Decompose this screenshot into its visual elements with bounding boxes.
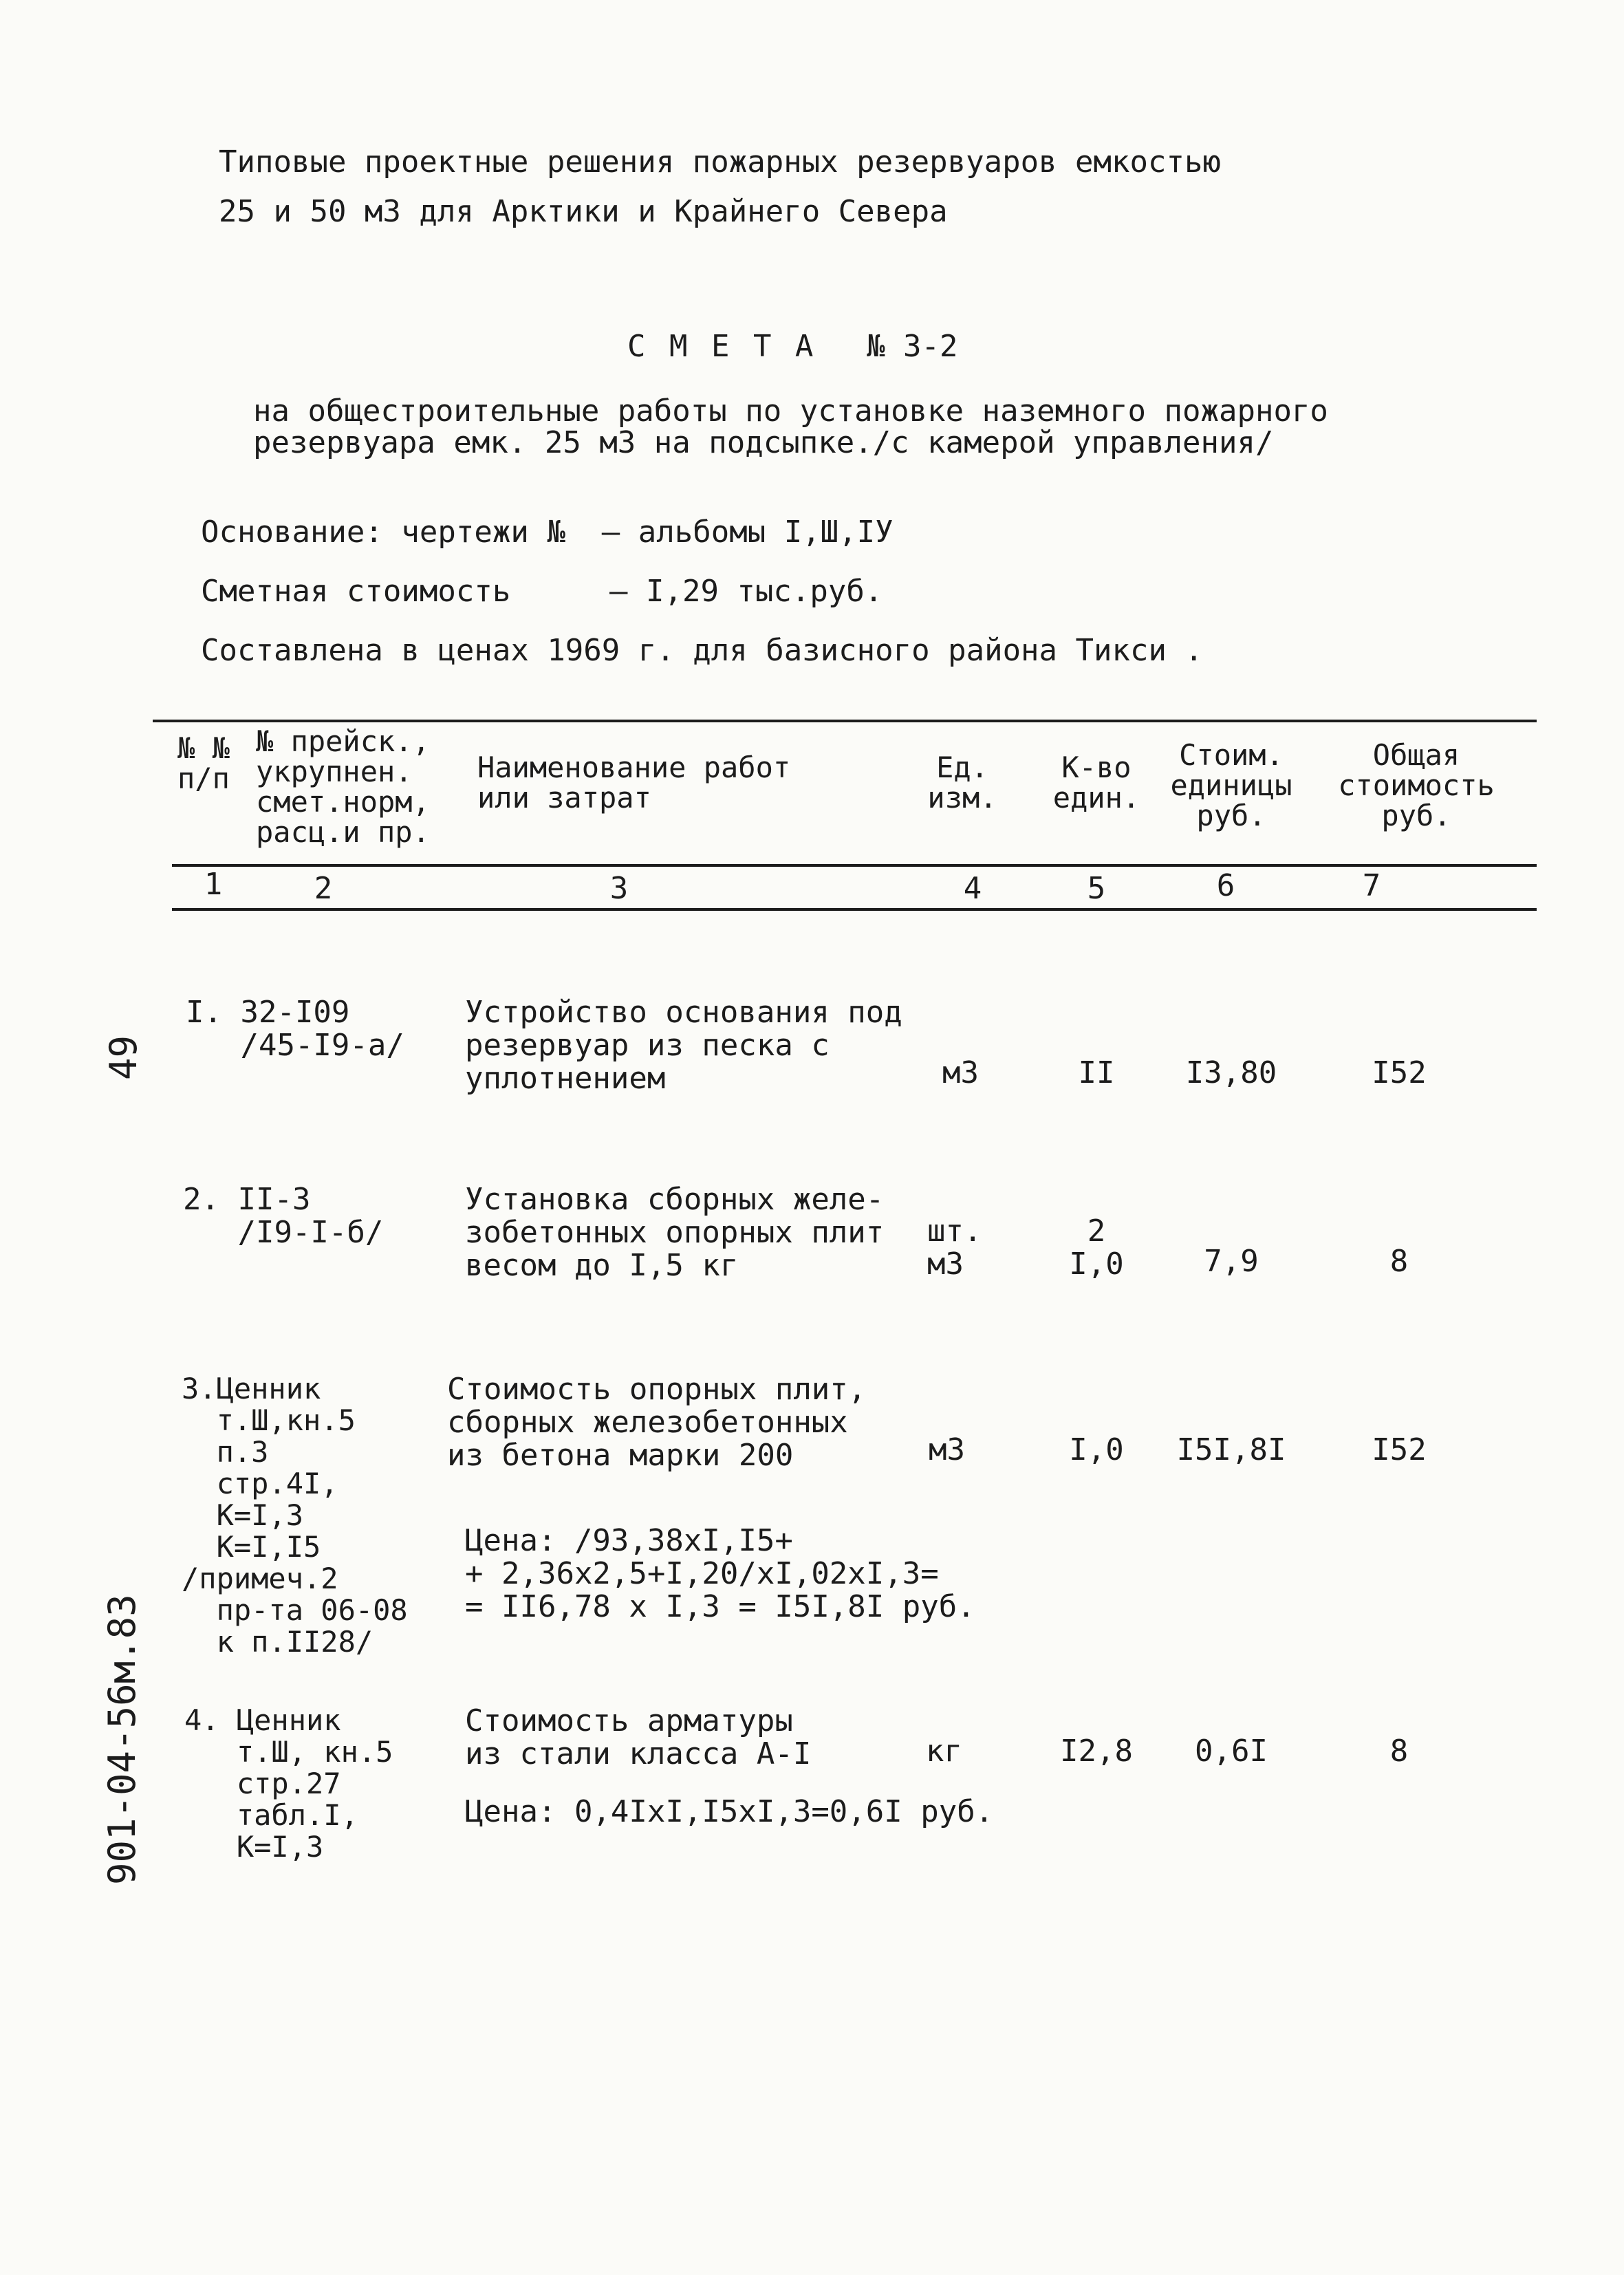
row-unit: м3 (929, 1432, 965, 1467)
header-line-2: 25 и 50 м3 для Арктики и Крайнего Севера (219, 194, 948, 229)
title-subtitle-line-2: резервуара емк. 25 м3 на подсыпке./с камерой управления/ (253, 425, 1274, 460)
document-title: С М Е Т А (627, 329, 816, 364)
header-line-1: Типовые проектные решения пожарных резервуаров емкостью (219, 144, 1221, 180)
table-top-rule (153, 720, 1537, 722)
row-reference: 2. II-3 /I9-I-б/ (183, 1182, 384, 1250)
col-header-total-cost: Общая стоимость руб. (1338, 738, 1495, 832)
row-work-name: Стоимость арматуры из стали класса А-I (465, 1703, 812, 1771)
row-unit: кг (926, 1734, 962, 1769)
row-total-cost: 8 (1389, 1244, 1409, 1279)
col-header-work-name: Наименование работ или затрат (477, 751, 791, 815)
row-quantity: I,0 (1069, 1432, 1124, 1467)
row-price-calculation: Цена: /93,38хI,I5+ + 2,36х2,5+I,20/хI,02хI,3= = II6,78 х I,3 = I5I,8I руб. (465, 1523, 975, 1624)
side-document-code: 901-04-56м.83 (100, 1594, 144, 1885)
row-total-cost: 8 (1389, 1734, 1409, 1769)
row-unit-cost: I3,80 (1185, 1055, 1277, 1090)
row-work-name: Устройство основания под резервуар из песка с уплотнением (465, 995, 902, 1096)
title-subtitle-line-1: на общестроительные работы по установке наземного пожарного (253, 393, 1328, 429)
col-header-number: № № п/п (177, 731, 230, 795)
side-page-number: 49 (102, 1035, 145, 1080)
document-number: № 3-2 (867, 329, 958, 364)
col-number-4: 4 (963, 871, 982, 906)
basis-line: Основание: чертежи № – альбомы I,Ш,IУ (201, 515, 894, 550)
col-number-3: 3 (609, 871, 629, 906)
row-quantity: I2,8 (1060, 1734, 1133, 1769)
col-number-2: 2 (314, 871, 333, 906)
row-quantity: II (1078, 1055, 1115, 1090)
row-unit: м3 (942, 1055, 979, 1090)
row-reference: 3.Ценник т.Ш,кн.5 п.3 стр.4I, К=I,3 К=I,I5 /примеч.2 пр-та 06-08 к п.II28/ (182, 1372, 408, 1659)
col-header-reference: № прейск., укрупнен. смет.норм, расц.и пр. (256, 724, 430, 849)
col-number-5: 5 (1087, 871, 1106, 906)
compiled-line: Составлена в ценах 1969 г. для базисного района Тикси . (201, 633, 1203, 668)
row-quantity: 2 I,0 (1069, 1214, 1124, 1282)
cost-value: – I,29 тыс.руб. (609, 574, 883, 609)
row-total-cost: I52 (1372, 1055, 1427, 1090)
cost-label: Сметная стоимость (201, 574, 511, 609)
col-number-1: 1 (204, 867, 223, 902)
col-header-quantity: К-во един. (1052, 751, 1140, 815)
row-unit-cost: I5I,8I (1176, 1432, 1286, 1467)
row-reference: I. 32-I09 /45-I9-а/ (186, 995, 404, 1063)
row-unit: шт. м3 (927, 1214, 982, 1282)
table-column-numbers-rule (172, 908, 1537, 911)
col-header-unit: Ед. изм. (927, 751, 997, 815)
col-number-6: 6 (1216, 868, 1235, 903)
col-header-unit-cost: Стоим. единицы руб. (1170, 738, 1292, 832)
row-unit-cost: 0,6I (1195, 1734, 1268, 1769)
row-work-name: Установка сборных желе- зобетонных опорных плит весом до I,5 кг (465, 1182, 885, 1283)
table-header-rule (172, 864, 1537, 867)
row-work-name: Стоимость опорных плит, сборных железобетонных из бетона марки 200 (447, 1372, 867, 1473)
row-total-cost: I52 (1372, 1432, 1427, 1467)
row-price-calculation: Цена: 0,4IхI,I5хI,3=0,6I руб. (465, 1794, 994, 1829)
row-reference: 4. Ценник т.Ш, кн.5 стр.27 табл.I, К=I,3 (184, 1703, 393, 1864)
col-number-7: 7 (1362, 868, 1381, 903)
row-unit-cost: 7,9 (1204, 1244, 1259, 1279)
